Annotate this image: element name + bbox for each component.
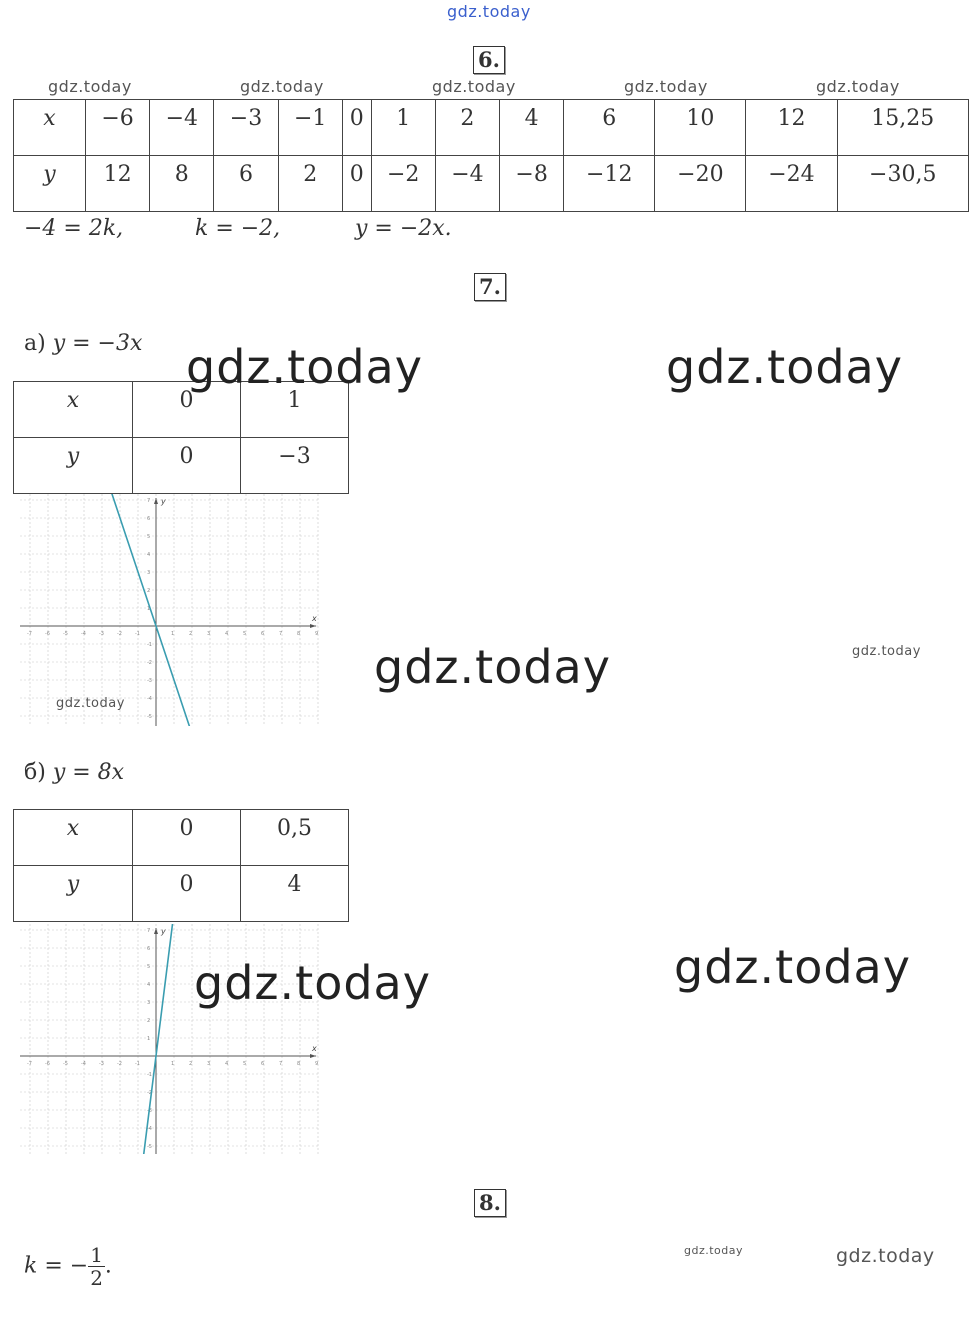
part-b-equation: y = 8x [52,760,125,785]
table-cell: 12 [746,100,837,156]
tick-label: 3 [207,631,211,637]
tick-label: -6 [45,631,50,637]
problem-7-number: 7. [474,273,506,301]
tick-label: 2 [189,1061,193,1067]
row-header-x: x [14,382,133,438]
watermark: gdz.today [624,77,708,96]
table-cell: −3 [241,438,349,494]
table-cell: −12 [564,156,655,212]
tick-label: 1 [171,631,175,637]
tick-label: 5 [243,631,247,637]
table-cell: 1 [241,382,349,438]
watermark: gdz.today [186,340,423,394]
watermark: gdz.today [684,1244,744,1257]
table-cell: 0 [133,866,241,922]
watermark: gdz.today [374,640,611,694]
x-axis-arrow [310,624,316,628]
tick-label: -6 [45,1061,50,1067]
fraction-numerator: 1 [90,1243,103,1267]
part-a-table [13,381,349,494]
tick-label: -1 [147,642,152,648]
y-axis-label: y [161,927,166,936]
tick-label: 6 [147,516,151,522]
tick-label: 8 [297,1061,301,1067]
row-header-y: y [14,156,86,212]
x-axis-label: x [312,614,317,623]
part-a-label: а) [24,331,46,356]
tick-label: 3 [147,570,151,576]
watermark: gdz.today [48,77,132,96]
row-header-y: y [14,866,133,922]
table-cell: 2 [435,100,499,156]
table-cell: 12 [86,156,150,212]
table-cell: 4 [241,866,349,922]
table-cell: −2 [371,156,435,212]
tick-label: 3 [147,1000,151,1006]
table-cell: −4 [150,100,214,156]
watermark-top: gdz.today [447,2,531,21]
table-cell: 0,5 [241,810,349,866]
table-cell: −20 [655,156,746,212]
table-cell: 1 [371,100,435,156]
period: . [104,1253,112,1279]
row-header-x: x [14,100,86,156]
tick-label: -1 [135,631,140,637]
tick-label: 7 [279,631,283,637]
tick-label: 2 [147,588,151,594]
table-cell: 0 [133,438,241,494]
tick-label: -3 [99,631,104,637]
series-line [138,924,178,1154]
table-row-y [14,438,349,494]
y-axis-label: y [161,497,166,506]
part-b-heading [24,760,124,785]
x-axis-label: x [312,1044,317,1053]
row-header-y: y [14,438,133,494]
tick-label: 8 [297,631,301,637]
tick-label: 5 [147,964,151,970]
tick-label: 9 [315,631,319,637]
equation-1: −4 = 2k, [24,216,124,241]
tick-label: -5 [147,714,152,720]
part-b-label: б) [24,760,46,785]
tick-label: 3 [207,1061,211,1067]
problem-6-number: 6. [473,46,505,74]
tick-label: 1 [147,606,151,612]
tick-label: -4 [147,696,152,702]
table-cell: 0 [133,810,241,866]
table-cell: −4 [435,156,499,212]
tick-label: 4 [225,631,229,637]
table-cell: −1 [278,100,342,156]
tick-label: -5 [63,631,68,637]
tick-label: 7 [147,928,151,934]
graph-part-a [20,494,320,726]
table-row-x [14,100,969,156]
table-row-x [14,810,349,866]
table-cell: −3 [214,100,278,156]
tick-label: -5 [147,1144,152,1150]
tick-label: 6 [261,1061,265,1067]
tick-label: 5 [147,534,151,540]
watermark: gdz.today [56,696,125,711]
tick-label: -2 [147,660,152,666]
y-axis-arrow [154,928,158,934]
tick-label: -4 [81,1061,86,1067]
watermark: gdz.today [666,340,903,394]
tick-label: 2 [189,631,193,637]
tick-label: -1 [147,1072,152,1078]
problem-6-table [13,99,969,212]
table-cell: 4 [500,100,564,156]
tick-label: -7 [27,631,32,637]
tick-label: 4 [147,982,151,988]
tick-label: -3 [147,678,152,684]
table-cell: 0 [342,100,371,156]
table-row-y [14,866,349,922]
tick-label: 9 [315,1061,319,1067]
table-cell: 6 [564,100,655,156]
watermark: gdz.today [194,956,431,1010]
x-axis-arrow [310,1054,316,1058]
problem-8-equation [24,1244,112,1289]
table-cell: −30,5 [837,156,969,212]
tick-label: -3 [99,1061,104,1067]
tick-label: -4 [81,631,86,637]
table-cell: −24 [746,156,837,212]
tick-label: -2 [117,631,122,637]
watermark: gdz.today [240,77,324,96]
fraction [88,1244,105,1289]
tick-label: 6 [261,631,265,637]
tick-label: -2 [147,1090,152,1096]
watermark: gdz.today [674,940,911,994]
tick-label: 2 [147,1018,151,1024]
y-axis-arrow [154,498,158,504]
tick-label: 4 [225,1061,229,1067]
tick-label: -1 [135,1061,140,1067]
tick-label: -2 [117,1061,122,1067]
k-lhs: k = − [24,1253,89,1279]
table-cell: 2 [278,156,342,212]
problem-8-number: 8. [474,1189,506,1217]
fraction-denominator: 2 [90,1266,103,1290]
tick-label: 1 [171,1061,175,1067]
table-cell: 0 [342,156,371,212]
tick-label: 1 [147,1036,151,1042]
tick-label: 6 [147,946,151,952]
watermark: gdz.today [816,77,900,96]
table-cell: 10 [655,100,746,156]
tick-label: -5 [63,1061,68,1067]
table-cell: −8 [500,156,564,212]
watermark: gdz.today [852,644,921,659]
tick-label: -3 [147,1108,152,1114]
row-header-x: x [14,810,133,866]
watermark: gdz.today [432,77,516,96]
tick-label: 5 [243,1061,247,1067]
equation-3: y = −2x. [355,216,452,241]
tick-label: -7 [27,1061,32,1067]
equation-2: k = −2, [195,216,281,241]
part-a-heading [24,331,142,356]
tick-label: 7 [147,498,151,504]
part-a-equation: y = −3x [52,331,143,356]
part-b-table [13,809,349,922]
tick-label: 4 [147,552,151,558]
table-cell: 15,25 [837,100,969,156]
table-cell: −6 [86,100,150,156]
table-cell: 6 [214,156,278,212]
tick-label: -4 [147,1126,152,1132]
table-cell: 0 [133,382,241,438]
watermark: gdz.today [836,1245,935,1267]
table-cell: 8 [150,156,214,212]
tick-label: 7 [279,1061,283,1067]
table-row-y [14,156,969,212]
